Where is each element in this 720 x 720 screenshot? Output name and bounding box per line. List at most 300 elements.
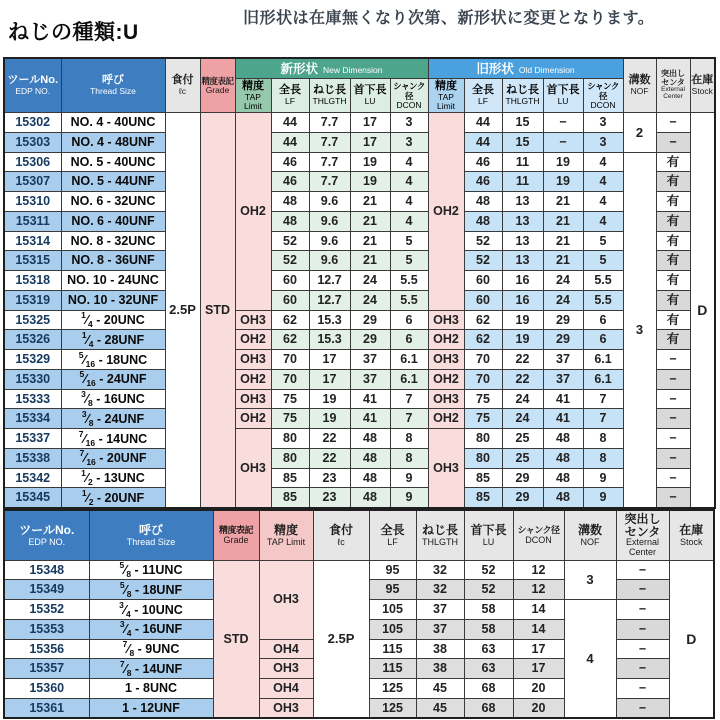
tap-limit-cell: OH3 (259, 659, 313, 679)
old-dcon-cell: 5 (583, 231, 623, 251)
lf-cell: 125 (369, 679, 416, 699)
thread-cell: NO. 10 - 24UNC (61, 271, 165, 291)
old-thlgth-cell: 25 (502, 429, 543, 449)
nof-cell: 4 (564, 600, 616, 719)
old-lu-cell: 24 (543, 290, 583, 310)
thlgth-cell: 38 (416, 659, 464, 679)
new-thlgth-cell: 22 (309, 448, 350, 468)
old-lf-cell: 80 (464, 448, 502, 468)
new-lf-cell: 44 (271, 132, 309, 152)
stock-cell: D (669, 560, 714, 718)
old-lf-cell: 48 (464, 211, 502, 231)
new-lf-cell: 85 (271, 488, 309, 508)
col-header-new-tap-limit: 精度 TAP Limit (235, 79, 271, 113)
thread-cell: NO. 4 - 48UNF (61, 132, 165, 152)
external-center-cell: − (656, 409, 690, 429)
new-lf-cell: 75 (271, 389, 309, 409)
old-dcon-cell: 9 (583, 468, 623, 488)
thread-cell: $^1⁄_2 - 20UNF$ (61, 488, 165, 508)
thread-cell: NO. 6 - 40UNF (61, 211, 165, 231)
old-lf-cell: 44 (464, 132, 502, 152)
edp-cell: 15330 (4, 369, 61, 389)
old-dcon-cell: 6 (583, 310, 623, 330)
thlgth-cell: 45 (416, 698, 464, 718)
new-lf-cell: 52 (271, 231, 309, 251)
col-header-old-lu: 首下長 LU (543, 79, 583, 113)
new-dcon-cell: 5 (390, 251, 428, 271)
new-lu-cell: 41 (350, 409, 390, 429)
col-header-chamfer: 食付 ℓc (313, 510, 369, 560)
old-thlgth-cell: 16 (502, 271, 543, 291)
tap-spec-table-large-sizes (3, 509, 715, 719)
thread-cell: $^5⁄_8 - 11UNC$ (89, 560, 213, 580)
thread-cell: NO. 6 - 32UNC (61, 192, 165, 212)
new-thlgth-cell: 7.7 (309, 152, 350, 172)
table-row (4, 113, 715, 133)
col-header-chamfer: 食付 ℓc (165, 58, 200, 113)
grade-cell: STD (200, 113, 235, 508)
edp-cell: 15325 (4, 310, 61, 330)
thread-cell: $^3⁄_4 - 16UNF$ (89, 619, 213, 639)
old-lu-cell: 41 (543, 389, 583, 409)
old-lu-cell: 48 (543, 448, 583, 468)
new-lu-cell: 37 (350, 369, 390, 389)
new-lu-cell: 21 (350, 231, 390, 251)
table-row (4, 468, 715, 488)
col-header-dcon: シャンク径 DCON (513, 510, 564, 560)
col-header-new-dcon: シャンク径 DCON (390, 79, 428, 113)
edp-cell: 15326 (4, 330, 61, 350)
old-lf-cell: 60 (464, 271, 502, 291)
new-dcon-cell: 4 (390, 152, 428, 172)
lu-cell: 63 (464, 659, 513, 679)
old-lu-cell: 21 (543, 231, 583, 251)
external-center-cell: − (656, 389, 690, 409)
col-header-tap-limit: 精度 TAP Limit (259, 510, 313, 560)
old-lf-cell: 48 (464, 192, 502, 212)
old-tap-limit-cell: OH2 (428, 113, 464, 311)
old-lf-cell: 60 (464, 290, 502, 310)
table-row (4, 488, 715, 508)
old-thlgth-cell: 15 (502, 113, 543, 133)
old-thlgth-cell: 24 (502, 389, 543, 409)
tap-limit-cell: OH4 (259, 639, 313, 659)
edp-cell: 15361 (4, 698, 89, 718)
thread-cell: $^5⁄_8 - 18UNF$ (89, 580, 213, 600)
old-lu-cell: − (543, 113, 583, 133)
new-dcon-cell: 6.1 (390, 369, 428, 389)
new-thlgth-cell: 9.6 (309, 211, 350, 231)
lu-cell: 58 (464, 600, 513, 620)
old-thlgth-cell: 19 (502, 330, 543, 350)
table-row (4, 290, 715, 310)
old-lu-cell: 37 (543, 369, 583, 389)
col-header-nof: 溝数 NOF (564, 510, 616, 560)
old-lf-cell: 75 (464, 389, 502, 409)
old-lu-cell: 21 (543, 192, 583, 212)
old-lf-cell: 44 (464, 113, 502, 133)
old-lf-cell: 62 (464, 330, 502, 350)
thread-cell: $^5⁄_{16} - 18UNC$ (61, 350, 165, 370)
old-lu-cell: 29 (543, 310, 583, 330)
edp-cell: 15352 (4, 600, 89, 620)
lf-cell: 95 (369, 580, 416, 600)
new-tap-limit-cell: OH3 (235, 389, 271, 409)
thlgth-cell: 38 (416, 639, 464, 659)
old-dcon-cell: 6.1 (583, 369, 623, 389)
new-lu-cell: 21 (350, 192, 390, 212)
new-lu-cell: 24 (350, 271, 390, 291)
old-dcon-cell: 4 (583, 211, 623, 231)
external-center-cell: 有 (656, 211, 690, 231)
new-dcon-cell: 8 (390, 429, 428, 449)
tap-spec-table-small-sizes (3, 57, 716, 509)
new-tap-limit-cell: OH2 (235, 113, 271, 311)
thread-cell: $^7⁄_{16} - 14UNC$ (61, 429, 165, 449)
new-tap-limit-cell: OH3 (235, 310, 271, 330)
old-lf-cell: 70 (464, 350, 502, 370)
old-thlgth-cell: 29 (502, 468, 543, 488)
table-row (4, 192, 715, 212)
external-center-cell: − (656, 468, 690, 488)
edp-cell: 15318 (4, 271, 61, 291)
old-dcon-cell: 4 (583, 152, 623, 172)
old-dcon-cell: 9 (583, 488, 623, 508)
tap-limit-cell: OH3 (259, 698, 313, 718)
thread-cell: $^7⁄_{16} - 20UNF$ (61, 448, 165, 468)
col-header-lu: 首下長 LU (464, 510, 513, 560)
thlgth-cell: 37 (416, 619, 464, 639)
old-lu-cell: 48 (543, 488, 583, 508)
dcon-cell: 17 (513, 639, 564, 659)
table-row (4, 330, 715, 350)
col-header-thread-size: 呼び Thread Size (89, 510, 213, 560)
new-lu-cell: 17 (350, 132, 390, 152)
col-header-old-thlgth: ねじ長 THLGTH (502, 79, 543, 113)
new-lf-cell: 62 (271, 330, 309, 350)
table1-body (4, 113, 715, 508)
edp-cell: 15353 (4, 619, 89, 639)
new-lu-cell: 48 (350, 488, 390, 508)
edp-cell: 15360 (4, 679, 89, 699)
external-center-cell: 有 (656, 172, 690, 192)
edp-cell: 15310 (4, 192, 61, 212)
nof-cell: 3 (623, 152, 656, 508)
lu-cell: 68 (464, 698, 513, 718)
lu-cell: 52 (464, 560, 513, 580)
old-thlgth-cell: 22 (502, 350, 543, 370)
page-title: ねじの種類:U (8, 21, 139, 44)
edp-cell: 15333 (4, 389, 61, 409)
thread-cell: $^3⁄_4 - 10UNC$ (89, 600, 213, 620)
notice-text: 旧形状は在庫無くなり次第、新形状に変更となります。 (243, 10, 655, 27)
new-dcon-cell: 4 (390, 192, 428, 212)
external-center-cell: − (656, 132, 690, 152)
thread-cell: $^7⁄_8 - 9UNC$ (89, 639, 213, 659)
new-dcon-cell: 4 (390, 172, 428, 192)
external-center-cell: 有 (656, 310, 690, 330)
lf-cell: 125 (369, 698, 416, 718)
table-row (4, 271, 715, 291)
thlgth-cell: 32 (416, 560, 464, 580)
external-center-cell: 有 (656, 271, 690, 291)
old-lu-cell: 48 (543, 468, 583, 488)
col-header-old-dcon: シャンク径 DCON (583, 79, 623, 113)
old-lu-cell: 37 (543, 350, 583, 370)
thread-cell: NO. 5 - 40UNC (61, 152, 165, 172)
external-center-cell: − (656, 113, 690, 133)
thread-cell: NO. 8 - 32UNC (61, 231, 165, 251)
old-tap-limit-cell: OH2 (428, 330, 464, 350)
dcon-cell: 12 (513, 580, 564, 600)
thread-cell: $^3⁄_8 - 24UNF$ (61, 409, 165, 429)
lf-cell: 115 (369, 639, 416, 659)
new-dcon-cell: 9 (390, 488, 428, 508)
new-lf-cell: 46 (271, 172, 309, 192)
lu-cell: 58 (464, 619, 513, 639)
new-dcon-cell: 5.5 (390, 271, 428, 291)
edp-cell: 15311 (4, 211, 61, 231)
lu-cell: 68 (464, 679, 513, 699)
new-lu-cell: 24 (350, 290, 390, 310)
thread-cell: NO. 8 - 36UNF (61, 251, 165, 271)
old-lf-cell: 46 (464, 152, 502, 172)
thread-cell: $^3⁄_8 - 16UNC$ (61, 389, 165, 409)
table-row (4, 560, 714, 580)
lf-cell: 95 (369, 560, 416, 580)
dcon-cell: 17 (513, 659, 564, 679)
new-dcon-cell: 4 (390, 211, 428, 231)
new-lf-cell: 44 (271, 113, 309, 133)
old-lf-cell: 62 (464, 310, 502, 330)
table-row (4, 350, 715, 370)
new-thlgth-cell: 9.6 (309, 192, 350, 212)
new-lf-cell: 85 (271, 468, 309, 488)
old-lu-cell: 29 (543, 330, 583, 350)
new-thlgth-cell: 19 (309, 409, 350, 429)
new-lf-cell: 48 (271, 211, 309, 231)
old-thlgth-cell: 15 (502, 132, 543, 152)
old-tap-limit-cell: OH3 (428, 350, 464, 370)
new-lu-cell: 19 (350, 152, 390, 172)
new-thlgth-cell: 17 (309, 369, 350, 389)
old-lf-cell: 85 (464, 468, 502, 488)
old-thlgth-cell: 11 (502, 152, 543, 172)
new-tap-limit-cell: OH2 (235, 330, 271, 350)
old-dcon-cell: 3 (583, 132, 623, 152)
new-thlgth-cell: 23 (309, 468, 350, 488)
external-center-cell: 有 (656, 330, 690, 350)
old-tap-limit-cell: OH2 (428, 409, 464, 429)
new-dcon-cell: 3 (390, 132, 428, 152)
old-dcon-cell: 5.5 (583, 290, 623, 310)
edp-cell: 15306 (4, 152, 61, 172)
old-dcon-cell: 5 (583, 251, 623, 271)
thlgth-cell: 32 (416, 580, 464, 600)
col-header-grade: 精度表記 Grade (200, 58, 235, 113)
new-lu-cell: 41 (350, 389, 390, 409)
old-thlgth-cell: 13 (502, 192, 543, 212)
new-dcon-cell: 7 (390, 409, 428, 429)
old-thlgth-cell: 24 (502, 409, 543, 429)
new-dcon-cell: 3 (390, 113, 428, 133)
old-lu-cell: 24 (543, 271, 583, 291)
table-row (4, 310, 715, 330)
old-thlgth-cell: 13 (502, 231, 543, 251)
edp-cell: 15348 (4, 560, 89, 580)
external-center-cell: − (656, 350, 690, 370)
old-thlgth-cell: 22 (502, 369, 543, 389)
old-thlgth-cell: 16 (502, 290, 543, 310)
stock-cell: D (690, 113, 715, 508)
dcon-cell: 12 (513, 560, 564, 580)
new-lf-cell: 60 (271, 290, 309, 310)
col-header-new-lf: 全長 LF (271, 79, 309, 113)
thread-cell: $^5⁄_{16} - 24UNF$ (61, 369, 165, 389)
table-row (4, 132, 715, 152)
external-center-cell: − (616, 679, 669, 699)
old-lu-cell: − (543, 132, 583, 152)
external-center-cell: − (616, 698, 669, 718)
old-lf-cell: 80 (464, 429, 502, 449)
external-center-cell: 有 (656, 290, 690, 310)
dcon-cell: 20 (513, 679, 564, 699)
thread-cell: $^1⁄_4 - 20UNC$ (61, 310, 165, 330)
new-thlgth-cell: 22 (309, 429, 350, 449)
col-header-new-lu: 首下長 LU (350, 79, 390, 113)
external-center-cell: 有 (656, 231, 690, 251)
thlgth-cell: 37 (416, 600, 464, 620)
external-center-cell: − (616, 580, 669, 600)
col-header-stock: 在庫 Stock (690, 58, 715, 113)
old-lf-cell: 75 (464, 409, 502, 429)
edp-cell: 15345 (4, 488, 61, 508)
new-lf-cell: 52 (271, 251, 309, 271)
group-header-new-dimension: 新形状 New Dimension (235, 58, 428, 79)
edp-cell: 15319 (4, 290, 61, 310)
new-lf-cell: 48 (271, 192, 309, 212)
external-center-cell: − (656, 429, 690, 449)
edp-cell: 15342 (4, 468, 61, 488)
col-header-nof: 溝数 NOF (623, 58, 656, 113)
nof-cell: 2 (623, 113, 656, 153)
new-dcon-cell: 5.5 (390, 290, 428, 310)
dcon-cell: 14 (513, 619, 564, 639)
new-lf-cell: 70 (271, 369, 309, 389)
col-header-edp: ツールNo. EDP NO. (4, 510, 89, 560)
new-thlgth-cell: 9.6 (309, 231, 350, 251)
old-tap-limit-cell: OH3 (428, 389, 464, 409)
lf-cell: 105 (369, 619, 416, 639)
old-dcon-cell: 8 (583, 429, 623, 449)
grade-cell: STD (213, 560, 259, 718)
old-lf-cell: 70 (464, 369, 502, 389)
new-lf-cell: 80 (271, 448, 309, 468)
edp-cell: 15338 (4, 448, 61, 468)
old-dcon-cell: 7 (583, 389, 623, 409)
table-row (4, 211, 715, 231)
edp-cell: 15302 (4, 113, 61, 133)
old-lu-cell: 41 (543, 409, 583, 429)
new-thlgth-cell: 15.3 (309, 310, 350, 330)
new-dcon-cell: 6.1 (390, 350, 428, 370)
new-lu-cell: 48 (350, 468, 390, 488)
new-dcon-cell: 7 (390, 389, 428, 409)
new-lf-cell: 60 (271, 271, 309, 291)
col-header-external-center: 突出し センタ External Center (656, 58, 690, 113)
edp-cell: 15334 (4, 409, 61, 429)
external-center-cell: − (616, 619, 669, 639)
new-tap-limit-cell: OH3 (235, 350, 271, 370)
old-dcon-cell: 7 (583, 409, 623, 429)
thread-cell: NO. 4 - 40UNC (61, 113, 165, 133)
external-center-cell: − (656, 488, 690, 508)
old-dcon-cell: 3 (583, 113, 623, 133)
dcon-cell: 14 (513, 600, 564, 620)
old-dcon-cell: 5.5 (583, 271, 623, 291)
old-dcon-cell: 4 (583, 192, 623, 212)
old-lf-cell: 85 (464, 488, 502, 508)
external-center-cell: − (616, 600, 669, 620)
edp-cell: 15357 (4, 659, 89, 679)
group-header-old-dimension: 旧形状 Old Dimension (428, 58, 623, 79)
new-thlgth-cell: 12.7 (309, 271, 350, 291)
new-lu-cell: 21 (350, 251, 390, 271)
col-header-edp: ツールNo. EDP NO. (4, 58, 61, 113)
dcon-cell: 20 (513, 698, 564, 718)
tap-limit-cell: OH4 (259, 679, 313, 699)
old-tap-limit-cell: OH3 (428, 429, 464, 508)
edp-cell: 15315 (4, 251, 61, 271)
new-thlgth-cell: 15.3 (309, 330, 350, 350)
new-lu-cell: 29 (350, 330, 390, 350)
old-lu-cell: 19 (543, 152, 583, 172)
col-header-lf: 全長 LF (369, 510, 416, 560)
col-header-old-tap-limit: 精度 TAP Limit (428, 79, 464, 113)
old-lu-cell: 19 (543, 172, 583, 192)
external-center-cell: − (656, 369, 690, 389)
new-dcon-cell: 5 (390, 231, 428, 251)
lu-cell: 52 (464, 580, 513, 600)
external-center-cell: 有 (656, 251, 690, 271)
old-thlgth-cell: 29 (502, 488, 543, 508)
external-center-cell: 有 (656, 192, 690, 212)
old-lu-cell: 21 (543, 251, 583, 271)
edp-cell: 15314 (4, 231, 61, 251)
new-thlgth-cell: 9.6 (309, 251, 350, 271)
col-header-external-center: 突出し センタ External Center (616, 510, 669, 560)
col-header-grade: 精度表記 Grade (213, 510, 259, 560)
old-dcon-cell: 6 (583, 330, 623, 350)
new-tap-limit-cell: OH2 (235, 369, 271, 389)
external-center-cell: − (616, 659, 669, 679)
col-header-stock: 在庫 Stock (669, 510, 714, 560)
old-dcon-cell: 4 (583, 172, 623, 192)
external-center-cell: 有 (656, 152, 690, 172)
thread-cell: $^7⁄_8 - 14UNF$ (89, 659, 213, 679)
new-lf-cell: 46 (271, 152, 309, 172)
thread-cell: 1 - 8UNC (89, 679, 213, 699)
thread-cell: NO. 5 - 44UNF (61, 172, 165, 192)
new-lu-cell: 19 (350, 172, 390, 192)
col-header-thread-size: 呼び Thread Size (61, 58, 165, 113)
new-lf-cell: 75 (271, 409, 309, 429)
edp-cell: 15337 (4, 429, 61, 449)
table-row (4, 172, 715, 192)
col-header-new-thlgth: ねじ長 THLGTH (309, 79, 350, 113)
new-tap-limit-cell: OH2 (235, 409, 271, 429)
old-thlgth-cell: 11 (502, 172, 543, 192)
